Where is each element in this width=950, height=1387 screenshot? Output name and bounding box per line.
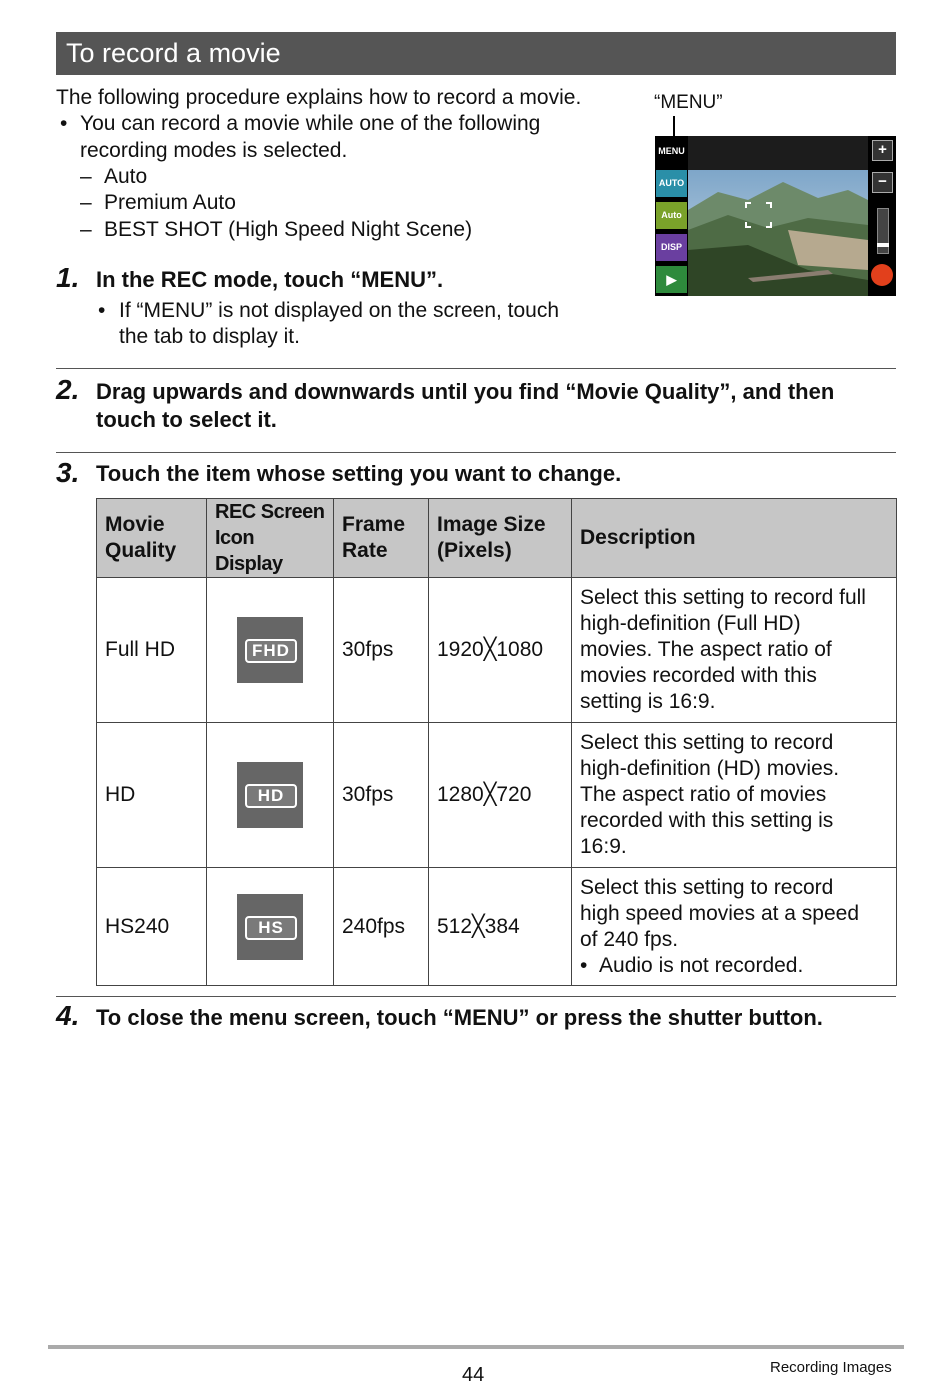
camera-right-panel xyxy=(868,136,896,296)
bullet-icon: • xyxy=(60,112,68,135)
bullet-icon: • xyxy=(98,299,106,322)
disp-tab[interactable]: DISP xyxy=(656,234,687,261)
step-text: To close the menu screen, touch “MENU” or press the shutter button. xyxy=(96,1005,823,1030)
size-cell: 1920╳1080 xyxy=(429,578,572,723)
dash-icon: – xyxy=(80,165,92,188)
size-cell: 1280╳720 xyxy=(429,723,572,868)
camera-left-panel xyxy=(655,136,688,296)
dash-icon: – xyxy=(80,218,92,241)
description-cell: Select this setting to record full high-definition (Full HD) movies. The aspect ratio of movies recorded with this setting is 16:9. xyxy=(572,578,897,723)
rate-cell: 30fps xyxy=(334,578,429,723)
hd-icon: HD xyxy=(237,762,303,828)
description-cell: Select this setting to record high speed movies at a speed of 240 fps. • Audio is not recorded. xyxy=(572,868,897,986)
table-row[interactable] xyxy=(97,578,897,723)
size-cell: 512╳384 xyxy=(429,868,572,986)
zoom-slider[interactable] xyxy=(877,208,889,254)
section-title: To record a movie xyxy=(66,38,281,68)
step-text: In the REC mode, touch “MENU”. xyxy=(96,267,444,292)
step-text-line2: touch to select it. xyxy=(96,407,277,432)
quality-cell: HD xyxy=(97,723,207,868)
hs-icon: HS xyxy=(237,894,303,960)
record-button-icon[interactable] xyxy=(871,264,893,286)
step-text-line1: Drag upwards and downwards until you find “Movie Quality”, and then xyxy=(96,379,835,404)
table-header-row xyxy=(97,499,897,578)
divider xyxy=(56,452,896,453)
fhd-icon: FHD xyxy=(237,617,303,683)
landscape-photo xyxy=(688,170,868,296)
play-tab[interactable]: ▶ xyxy=(656,266,687,293)
menu-callout: “MENU” xyxy=(654,92,723,113)
rate-cell: 240fps xyxy=(334,868,429,986)
icon-cell xyxy=(207,868,334,986)
footer-section-name: Recording Images xyxy=(770,1359,892,1376)
bullet-icon: • xyxy=(580,953,600,977)
step-number: 1. xyxy=(56,262,80,293)
quality-cell: Full HD xyxy=(97,578,207,723)
header-description: Description xyxy=(572,499,897,578)
divider xyxy=(56,368,896,369)
header-icon-display: REC Screen Icon Display xyxy=(207,499,334,578)
step-text: Touch the item whose setting you want to change. xyxy=(96,461,622,486)
step-number: 2. xyxy=(56,374,80,405)
intro-bullet-line1: You can record a movie while one of the following xyxy=(80,112,541,135)
camera-screen-image xyxy=(655,136,896,296)
dash-icon: – xyxy=(80,191,92,214)
rate-cell: 30fps xyxy=(334,723,429,868)
intro-text: The following procedure explains how to record a movie. xyxy=(56,86,582,109)
header-frame-rate: Frame Rate xyxy=(334,499,429,578)
step-number: 4. xyxy=(56,1000,80,1031)
header-image-size: Image Size (Pixels) xyxy=(429,499,572,578)
footer-rule xyxy=(48,1345,904,1349)
mode-item: Premium Auto xyxy=(104,191,236,214)
auto-mode-tab[interactable]: AUTO xyxy=(656,170,687,197)
description-cell: Select this setting to record high-definition (HD) movies. The aspect ratio of movies recorded with this setting is 16:9. xyxy=(572,723,897,868)
table-row[interactable] xyxy=(97,868,897,986)
mode-item: BEST SHOT (High Speed Night Scene) xyxy=(104,218,473,241)
auto-tab[interactable]: Auto xyxy=(656,202,687,229)
icon-cell xyxy=(207,578,334,723)
mode-item: Auto xyxy=(104,165,148,188)
page-number: 44 xyxy=(462,1364,485,1386)
divider xyxy=(56,996,896,997)
quality-cell: HS240 xyxy=(97,868,207,986)
zoom-in-button[interactable]: + xyxy=(872,140,893,161)
menu-tab[interactable]: MENU xyxy=(656,138,687,165)
table-row[interactable] xyxy=(97,723,897,868)
zoom-out-button[interactable]: − xyxy=(872,172,893,193)
icon-cell xyxy=(207,723,334,868)
step-number: 3. xyxy=(56,457,80,488)
step-note-line1: If “MENU” is not displayed on the screen, touch xyxy=(119,299,560,322)
header-movie-quality: Movie Quality xyxy=(97,499,207,578)
section-title-bar xyxy=(56,32,896,75)
step-note-line2: the tab to display it. xyxy=(119,325,300,348)
movie-quality-table xyxy=(96,498,897,986)
intro-bullet-line2: recording modes is selected. xyxy=(80,139,348,162)
zoom-slider-handle[interactable] xyxy=(877,243,889,247)
